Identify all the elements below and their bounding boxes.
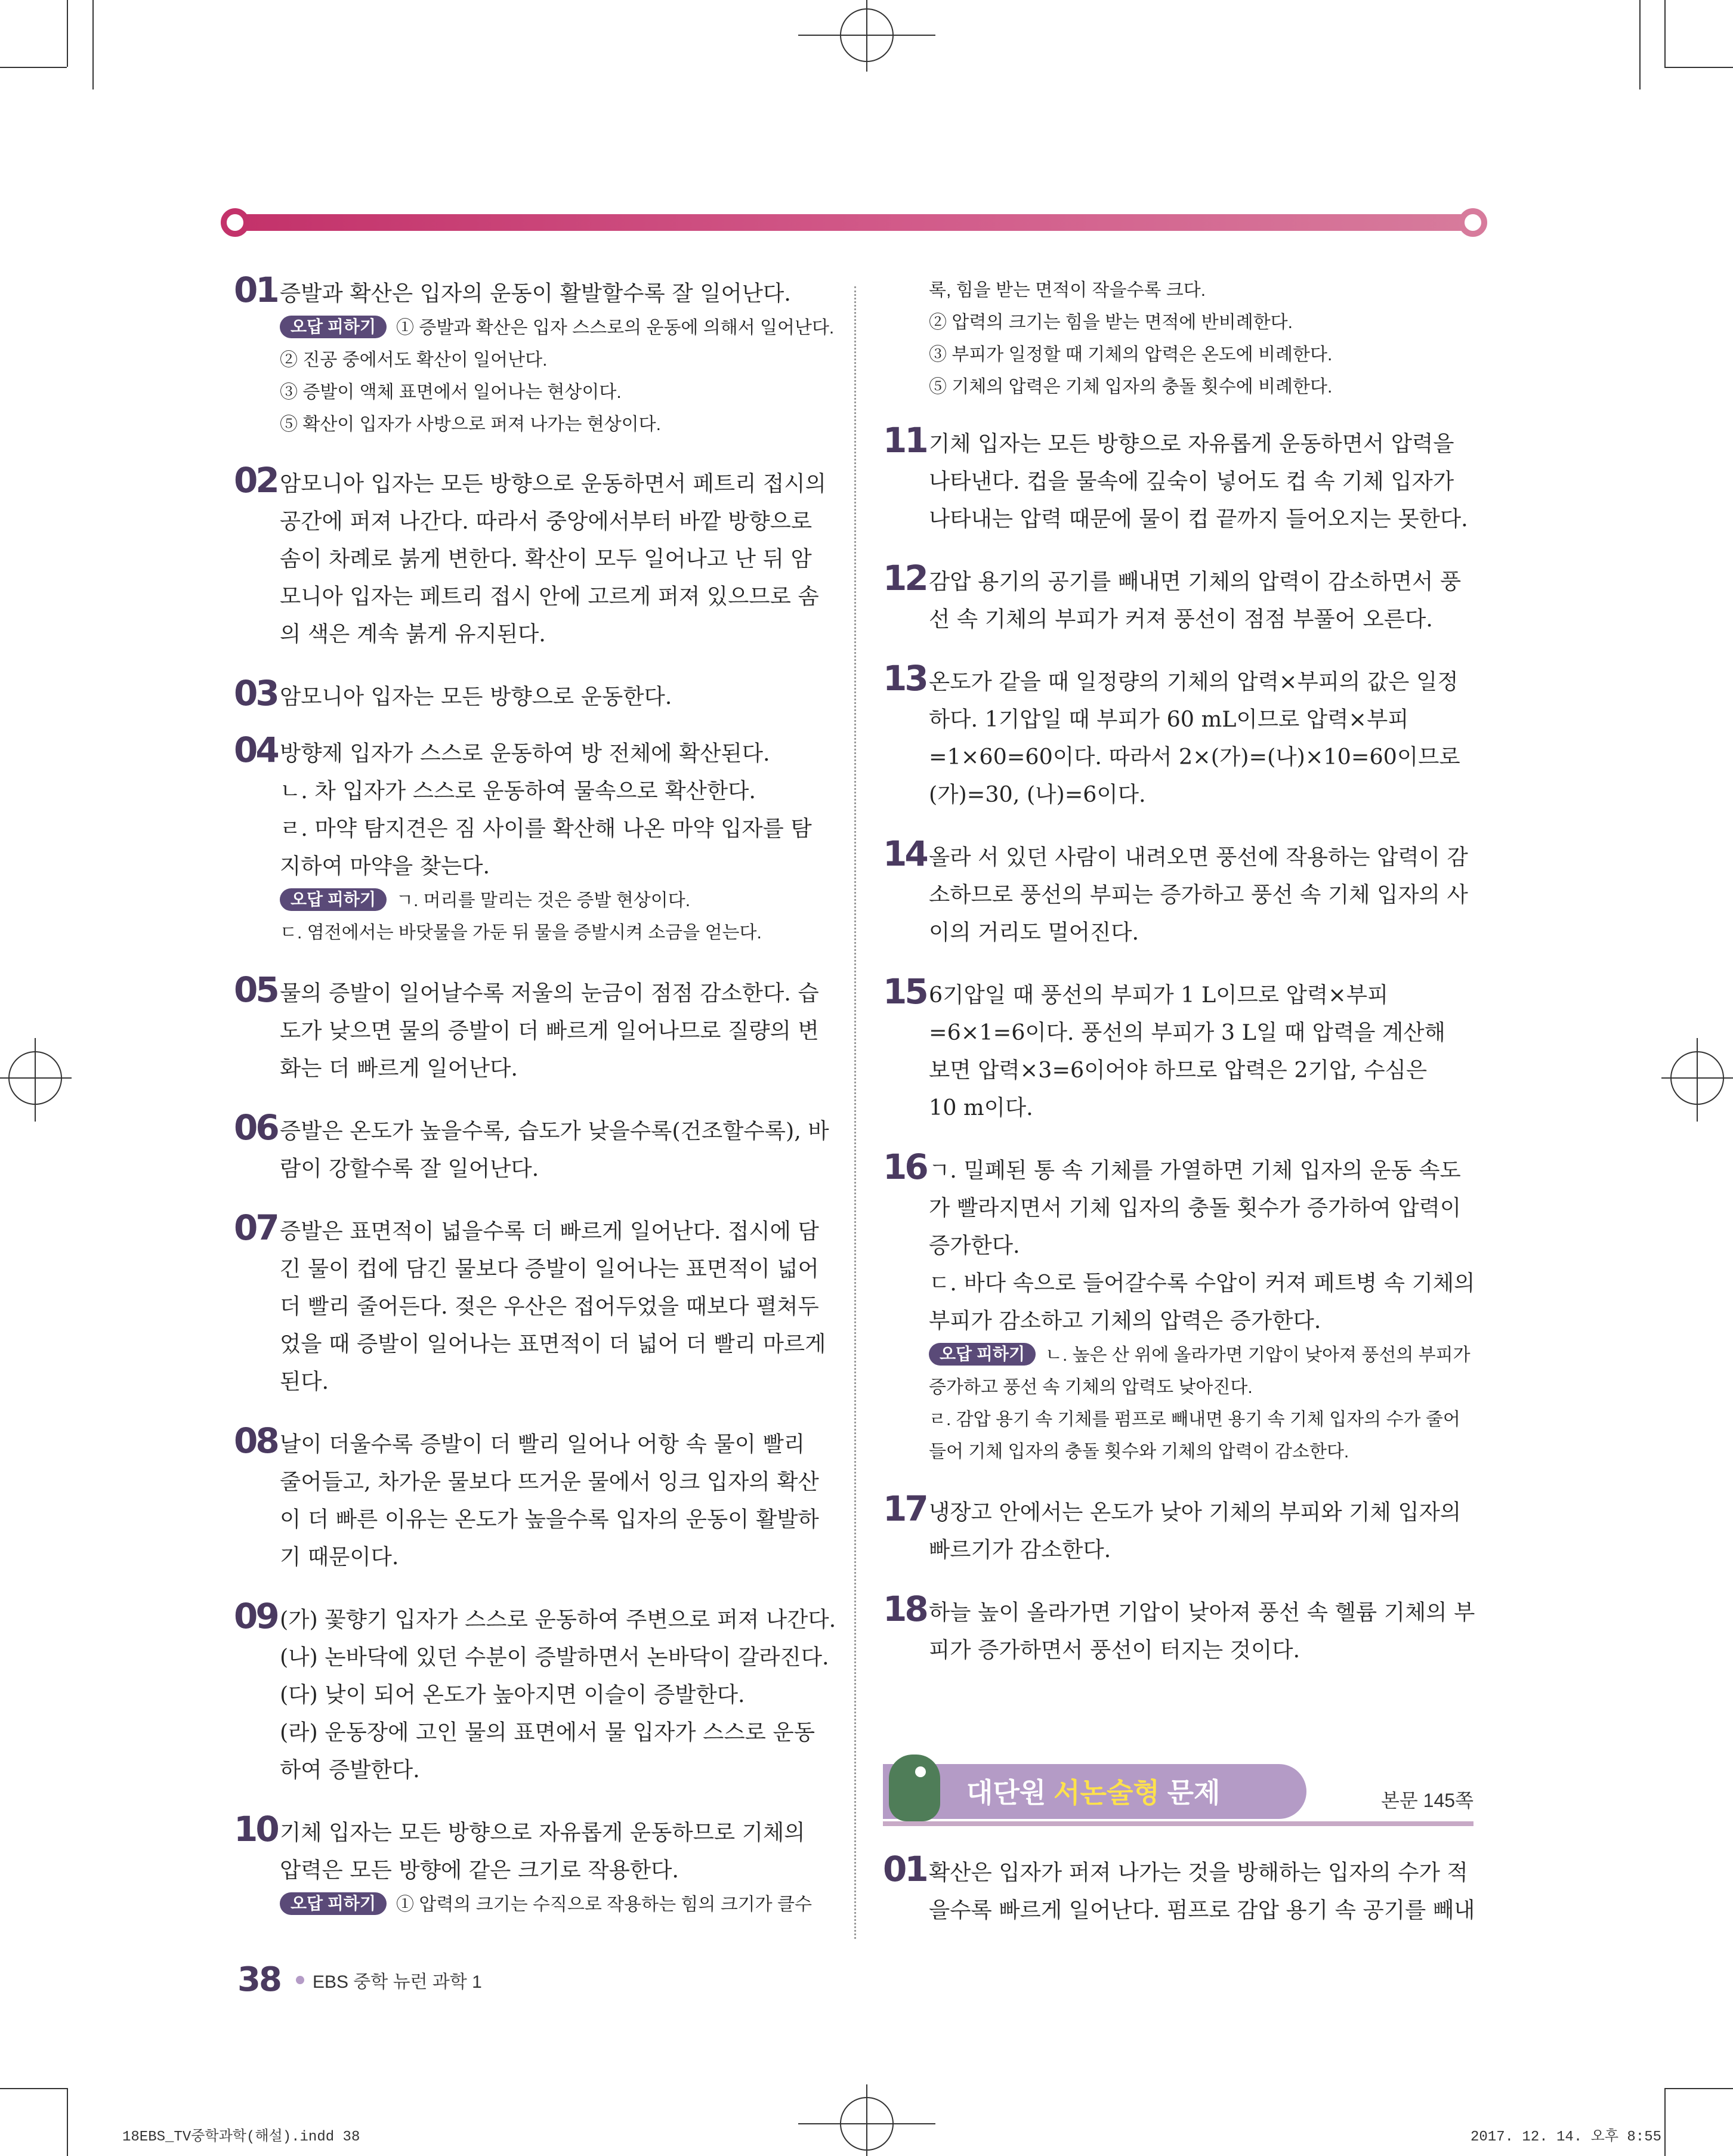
item-text: 줄어들고, 차가운 물보다 뜨거운 물에서 잉크 입자의 확산 <box>280 1469 819 1494</box>
item-text: 나타내는 압력 때문에 물이 컵 끝까지 들어오지는 못한다. <box>929 506 1468 532</box>
answer-item <box>234 1107 830 1187</box>
note-text: ③ 증발이 액체 표면에서 일어나는 현상이다. <box>280 382 622 402</box>
footer-dot <box>296 1976 304 1984</box>
item-text: ㄴ. 차 입자가 스스로 운동하여 물속으로 확산한다. <box>280 778 756 804</box>
item-text: 증발은 온도가 높을수록, 습도가 낮을수록(건조할수록), 바 <box>280 1118 829 1144</box>
crop-mark <box>0 2088 67 2089</box>
section-header <box>883 1764 1479 1830</box>
item-text: 솜이 차례로 붉게 변한다. 확산이 모두 일어나고 난 뒤 암 <box>280 546 812 572</box>
note-text: 들어 기체 입자의 충돌 횟수와 기체의 압력이 감소한다. <box>929 1442 1349 1462</box>
item-text: 10 m이다. <box>929 1095 1033 1120</box>
item-text: 빠르기가 감소한다. <box>929 1537 1111 1562</box>
note-text: ㄹ. 감압 용기 속 기체를 펌프로 빼내면 용기 속 기체 입자의 수가 줄어 <box>929 1410 1460 1429</box>
note-text: ③ 부피가 일정할 때 기체의 압력은 온도에 비례한다. <box>929 345 1333 365</box>
right-column <box>883 274 1479 1954</box>
crop-mark <box>67 2088 68 2156</box>
item-text: 방향제 입자가 스스로 운동하여 방 전체에 확산된다. <box>280 740 770 766</box>
item-number: 02 <box>234 460 277 501</box>
item-number: 01 <box>883 1849 926 1889</box>
item-text: 올라 서 있던 사람이 내려오면 풍선에 작용하는 압력이 감 <box>929 844 1468 870</box>
answer-item <box>234 730 830 949</box>
item-text: 증가한다. <box>929 1233 1020 1258</box>
answer-item <box>883 833 1479 951</box>
answer-item <box>234 1420 830 1576</box>
item-text: (라) 운동장에 고인 물의 표면에서 물 입자가 스스로 운동 <box>280 1719 815 1745</box>
registration-mark <box>0 1077 72 1079</box>
column-divider <box>854 286 856 1939</box>
wrong-answer-badge: 오답 피하기 <box>929 1343 1036 1366</box>
note-text: ① 증발과 확산은 입자 스스로의 운동에 의해서 일어난다. <box>396 318 835 338</box>
item-text: =6×1=6이다. 풍선의 부피가 3 L일 때 압력을 계산해 <box>929 1020 1445 1045</box>
header-rule-dot <box>221 208 249 237</box>
answer-item <box>883 1849 1479 1929</box>
answer-item <box>883 558 1479 638</box>
print-slug-file: 18EBS_TV중학과학(해설).indd 38 <box>122 2129 360 2145</box>
item-text: 물의 증발이 일어날수록 저울의 눈금이 점점 감소한다. 습 <box>280 980 819 1006</box>
answer-continuation <box>883 274 1479 403</box>
item-text: ㄱ. 밀폐된 통 속 기체를 가열하면 기체 입자의 운동 속도 <box>929 1157 1461 1183</box>
print-slug-date: 2017. 12. 14. 오후 8:55 <box>1471 2129 1662 2145</box>
section-page-ref: 본문 145쪽 <box>1380 1790 1473 1811</box>
item-text: 이 더 빠른 이유는 온도가 높을수록 입자의 운동이 활발하 <box>280 1506 819 1532</box>
answer-item <box>883 971 1479 1126</box>
item-number: 05 <box>234 969 277 1010</box>
item-number: 01 <box>234 270 277 310</box>
book-title: EBS 중학 뉴런 과학 1 <box>312 1972 482 1992</box>
answer-item <box>883 658 1479 813</box>
registration-mark <box>1697 1038 1698 1122</box>
header-rule-dot <box>1459 208 1487 237</box>
item-text: 공간에 퍼져 나간다. 따라서 중앙에서부터 바깥 방향으로 <box>280 508 813 534</box>
answer-item <box>883 1147 1479 1468</box>
answer-item <box>234 1596 836 1789</box>
registration-mark <box>866 2084 867 2156</box>
item-text: 증발과 확산은 입자의 운동이 활발할수록 잘 일어난다. <box>280 280 791 306</box>
item-text: 하다. 1기압일 때 부피가 60 mL이므로 압력×부피 <box>929 706 1409 732</box>
item-text: 긴 물이 컵에 담긴 물보다 증발이 일어나는 표면적이 넓어 <box>280 1256 819 1281</box>
answer-item <box>234 1207 830 1400</box>
section-rule <box>883 1821 1473 1826</box>
registration-mark <box>35 1038 36 1122</box>
item-text: 소하므로 풍선의 부피는 증가하고 풍선 속 기체 입자의 사 <box>929 882 1468 907</box>
header-rule <box>234 214 1476 231</box>
crop-mark <box>1664 2088 1666 2156</box>
item-text: =1×60=60이다. 따라서 2×(가)=(나)×10=60이므로 <box>929 744 1460 770</box>
item-text: 6기압일 때 풍선의 부피가 1 L이므로 압력×부피 <box>929 982 1389 1008</box>
note-text: 록, 힘을 받는 면적이 작을수록 크다. <box>929 280 1206 300</box>
answer-item <box>883 1488 1479 1568</box>
answer-item <box>234 673 830 715</box>
answer-item <box>234 969 830 1087</box>
crop-mark <box>67 0 68 67</box>
page-number: 38 <box>237 1960 280 1999</box>
crop-mark <box>1664 67 1733 68</box>
answer-item <box>234 1809 830 1921</box>
item-text: 더 빨리 줄어든다. 젖은 우산은 접어두었을 때보다 펼쳐두 <box>280 1293 819 1319</box>
item-text: (가) 꽃향기 입자가 스스로 운동하여 주변으로 퍼져 나간다. <box>280 1607 836 1632</box>
item-number: 04 <box>234 730 277 770</box>
item-text: 부피가 감소하고 기체의 압력은 증가한다. <box>929 1308 1321 1333</box>
note-text: ② 압력의 크기는 힘을 받는 면적에 반비례한다. <box>929 313 1293 332</box>
item-text: ㄹ. 마약 탐지견은 짐 사이를 확산해 나온 마약 입자를 탐 <box>280 816 812 841</box>
page-footer <box>237 1960 482 1999</box>
item-text: 이의 거리도 멀어진다. <box>929 919 1139 945</box>
item-text: (나) 논바닥에 있던 수분이 증발하면서 논바닥이 갈라진다. <box>280 1644 829 1670</box>
item-text: 의 색은 계속 붉게 유지된다. <box>280 621 546 647</box>
section-title: 대단원 서논술형 문제 <box>966 1777 1221 1808</box>
item-text: 냉장고 안에서는 온도가 낮아 기체의 부피와 기체 입자의 <box>929 1499 1462 1525</box>
item-text: 감압 용기의 공기를 빼내면 기체의 압력이 감소하면서 풍 <box>929 569 1462 594</box>
item-text: 확산은 입자가 퍼져 나가는 것을 방해하는 입자의 수가 적 <box>929 1860 1468 1885</box>
item-number: 11 <box>883 420 926 461</box>
crop-mark <box>1639 0 1641 89</box>
item-number: 14 <box>883 833 926 874</box>
item-text: 기 때문이다. <box>280 1544 399 1570</box>
answer-item <box>883 1589 1479 1669</box>
wrong-answer-note <box>280 312 835 344</box>
wrong-answer-note <box>280 885 830 917</box>
note-text: ⑤ 확산이 입자가 사방으로 퍼져 나가는 현상이다. <box>280 415 661 434</box>
note-text: ⑤ 기체의 압력은 기체 입자의 충돌 횟수에 비례한다. <box>929 377 1333 397</box>
item-text: 선 속 기체의 부피가 커져 풍선이 점점 부풀어 오른다. <box>929 606 1433 632</box>
item-text: 나타낸다. 컵을 물속에 깊숙이 넣어도 컵 속 기체 입자가 <box>929 468 1454 494</box>
item-number: 15 <box>883 971 926 1012</box>
wrong-answer-note <box>929 1339 1479 1372</box>
item-text: 하늘 높이 올라가면 기압이 낮아져 풍선 속 헬륨 기체의 부 <box>929 1599 1475 1625</box>
item-text: 을수록 빠르게 일어난다. 펌프로 감압 용기 속 공기를 빼내 <box>929 1897 1475 1923</box>
note-text: ② 진공 중에서도 확산이 일어난다. <box>280 350 548 370</box>
item-text: 람이 강할수록 잘 일어난다. <box>280 1156 539 1181</box>
item-number: 10 <box>234 1809 277 1849</box>
item-text: 기체 입자는 모든 방향으로 자유롭게 운동하면서 압력을 <box>929 431 1454 456</box>
item-text: (가)=30, (나)=6이다. <box>929 782 1146 807</box>
item-number: 03 <box>234 673 277 713</box>
item-number: 08 <box>234 1420 277 1461</box>
item-text: 화는 더 빠르게 일어난다. <box>280 1055 518 1081</box>
item-number: 18 <box>883 1589 926 1629</box>
item-text: 날이 더울수록 증발이 더 빨리 일어나 어항 속 물이 빨리 <box>280 1431 805 1457</box>
left-column <box>234 270 836 1946</box>
answer-item <box>234 460 830 653</box>
item-text: 하여 증발한다. <box>280 1757 420 1783</box>
item-number: 09 <box>234 1596 277 1636</box>
item-number: 06 <box>234 1107 277 1148</box>
mascot-icon <box>889 1755 940 1821</box>
wrong-answer-badge: 오답 피하기 <box>280 1892 387 1915</box>
item-text: 압력은 모든 방향에 같은 크기로 작용한다. <box>280 1857 679 1883</box>
crop-mark <box>0 67 67 68</box>
wrong-answer-badge: 오답 피하기 <box>280 316 387 338</box>
note-text: 증가하고 풍선 속 기체의 압력도 낮아진다. <box>929 1377 1253 1397</box>
crop-mark <box>92 0 94 89</box>
item-text: 도가 낮으면 물의 증발이 더 빠르게 일어나므로 질량의 변 <box>280 1018 819 1043</box>
item-text: 증발은 표면적이 넓을수록 더 빠르게 일어난다. 접시에 담 <box>280 1218 819 1244</box>
answer-item <box>883 420 1479 538</box>
item-text: ㄷ. 바다 속으로 들어갈수록 수압이 커져 페트병 속 기체의 <box>929 1270 1475 1296</box>
crop-mark <box>1664 2088 1733 2089</box>
item-text: 온도가 같을 때 일정량의 기체의 압력×부피의 값은 일정 <box>929 669 1459 694</box>
note-text: ㄷ. 염전에서는 바닷물을 가둔 뒤 물을 증발시켜 소금을 얻는다. <box>280 923 762 943</box>
item-text: 피가 증가하면서 풍선이 터지는 것이다. <box>929 1637 1300 1663</box>
note-text: ㄴ. 높은 산 위에 올라가면 기압이 낮아져 풍선의 부피가 <box>1045 1345 1471 1365</box>
item-number: 12 <box>883 558 926 598</box>
item-number: 16 <box>883 1147 926 1187</box>
item-text: 가 빨라지면서 기체 입자의 충돌 횟수가 증가하여 압력이 <box>929 1195 1462 1221</box>
wrong-answer-note <box>280 1889 830 1921</box>
note-text: ㄱ. 머리를 말리는 것은 증발 현상이다. <box>396 891 691 910</box>
item-text: 기체 입자는 모든 방향으로 자유롭게 운동하므로 기체의 <box>280 1820 805 1845</box>
item-text: 보면 압력×3=6이어야 하므로 압력은 2기압, 수심은 <box>929 1057 1428 1083</box>
item-text: 었을 때 증발이 일어나는 표면적이 더 넓어 더 빨리 마르게 <box>280 1331 826 1357</box>
answer-item <box>234 270 835 441</box>
item-number: 17 <box>883 1488 926 1529</box>
item-text: 암모니아 입자는 모든 방향으로 운동한다. <box>280 684 672 709</box>
item-text: (다) 낮이 되어 온도가 높아지면 이슬이 증발한다. <box>280 1682 745 1707</box>
item-text: 암모니아 입자는 모든 방향으로 운동하면서 페트리 접시의 <box>280 471 826 496</box>
item-number: 07 <box>234 1207 277 1248</box>
item-text: 된다. <box>280 1369 329 1394</box>
note-text: ① 압력의 크기는 수직으로 작용하는 힘의 크기가 클수 <box>396 1895 812 1914</box>
registration-mark <box>866 0 867 72</box>
item-number: 13 <box>883 658 926 699</box>
wrong-answer-badge: 오답 피하기 <box>280 888 387 911</box>
item-text: 모니아 입자는 페트리 접시 안에 고르게 퍼져 있으므로 솜 <box>280 583 819 609</box>
item-text: 지하여 마약을 찾는다. <box>280 853 490 879</box>
crop-mark <box>1664 0 1666 67</box>
